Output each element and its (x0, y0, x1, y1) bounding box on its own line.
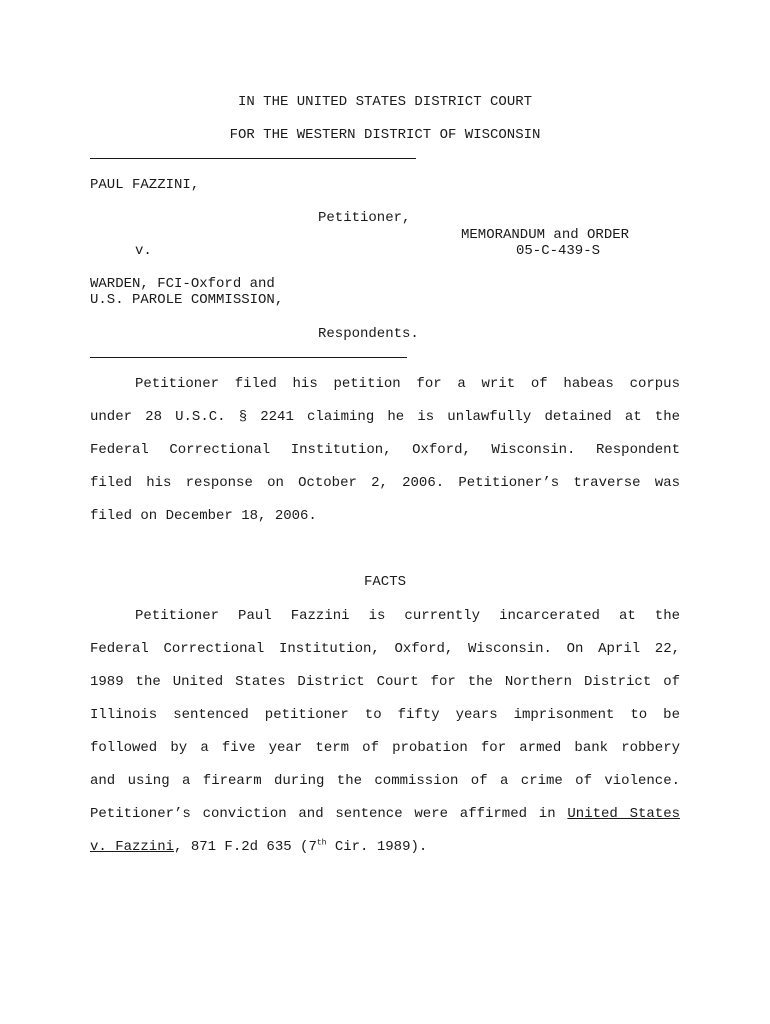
intro-line: Federal Correctional Institution, Oxford, Wisconsin. Respondent (90, 442, 680, 458)
caption-top-rule (90, 158, 416, 159)
citation-ordinal: th (316, 838, 327, 848)
facts-line: 1989 the United States District Court for the Northern District of (90, 674, 680, 690)
intro-line: Petitioner filed his petition for a writ of habeas corpus (135, 376, 680, 392)
intro-line: filed on December 18, 2006. (90, 508, 317, 524)
facts-line: Illinois sentenced petitioner to fifty years imprisonment to be (90, 707, 680, 723)
case-citation-part-1: United States (567, 806, 680, 822)
facts-line (90, 806, 680, 822)
facts-line: Federal Correctional Institution, Oxford, Wisconsin. On April 22, (90, 641, 680, 657)
facts-heading-text: FACTS (363, 574, 406, 590)
facts-line: Petitioner Paul Fazzini is currently incarcerated at the (135, 608, 680, 624)
facts-line: and using a firearm during the commission of a crime of violence. (90, 773, 680, 789)
case-number: 05-C-439-S (516, 243, 601, 259)
case-citation-part-2: v. Fazzini (90, 839, 175, 855)
citation-court-year: Cir. 1989). (326, 839, 428, 855)
facts-line: followed by a five year term of probation for armed bank robbery (90, 740, 680, 756)
versus: v. (135, 243, 152, 259)
respondent-line-2: U.S. PAROLE COMMISSION, (90, 292, 284, 308)
facts-heading (0, 574, 770, 590)
citation-reporter: , 871 F.2d 635 (7 (174, 839, 317, 855)
respondent-line-1: WARDEN, FCI-Oxford and (90, 276, 275, 292)
intro-line: filed his response on October 2, 2006. Petitioner’s traverse was (90, 475, 680, 491)
court-name-line-1: IN THE UNITED STATES DISTRICT COURT (237, 94, 533, 110)
petitioner-name: PAUL FAZZINI, (90, 177, 200, 193)
facts-line (90, 839, 680, 855)
intro-line: under 28 U.S.C. § 2241 claiming he is unlawfully detained at the (90, 409, 680, 425)
facts-line-7-prefix: Petitioner’s conviction and sentence were affirmed in (90, 806, 568, 822)
petitioner-role: Petitioner, (318, 210, 411, 226)
document-title: MEMORANDUM and ORDER (461, 227, 630, 243)
caption-bottom-rule (90, 357, 407, 358)
court-name-line-2: FOR THE WESTERN DISTRICT OF WISCONSIN (229, 127, 541, 143)
respondent-role: Respondents. (318, 326, 419, 342)
